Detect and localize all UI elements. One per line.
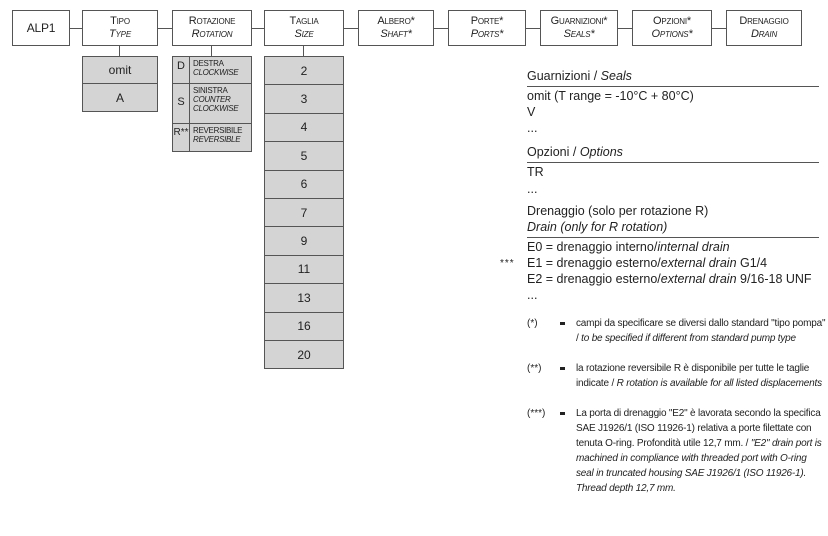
- tipo-option-label: omit: [108, 63, 132, 77]
- tipo-label-it: Tipo: [110, 15, 130, 27]
- rotation-code: D: [173, 57, 190, 83]
- drain-title-en: Drain (only for R rotation): [527, 220, 668, 234]
- tipo-option: [82, 84, 158, 112]
- rotation-desc-en: CLOCKWISE: [193, 68, 239, 77]
- ports-label-it: Porte*: [470, 15, 504, 27]
- size-label-en: Size: [294, 28, 314, 40]
- size-option: [264, 283, 344, 312]
- ports-header: [448, 10, 526, 46]
- seals-label-it: Guarnizioni*: [550, 15, 608, 27]
- connector: [344, 28, 358, 29]
- ports-label-en: Ports*: [470, 28, 504, 40]
- size-option-label: 2: [300, 63, 308, 78]
- rotation-desc-it: DESTRA: [193, 59, 224, 68]
- bullet-icon: [560, 322, 565, 325]
- connector: [119, 46, 120, 56]
- drain-item-code: E1 = drenaggio esterno/: [527, 256, 661, 270]
- size-option-label: 13: [297, 290, 311, 305]
- footnote-text: [576, 361, 826, 391]
- footnote-mark: (***): [527, 408, 546, 419]
- drain-header: [726, 10, 802, 46]
- drain-item-tail: 9/16-18 UNF: [736, 272, 812, 286]
- size-header: [264, 10, 344, 46]
- drain-item-code: E0 = drenaggio interno/: [527, 240, 658, 254]
- drain-item-mark: ***: [500, 258, 515, 269]
- size-option-label: 7: [300, 205, 308, 220]
- size-option-label: 4: [300, 120, 308, 135]
- size-option: [264, 84, 344, 113]
- seals-title-it: Guarnizioni /: [527, 69, 601, 83]
- options-label-it: Opzioni*: [653, 15, 691, 27]
- divider: [527, 237, 819, 238]
- footnote-it: la rotazione reversibile R è disponibile per tutte le taglie indicate /: [576, 363, 810, 389]
- divider: [527, 162, 819, 163]
- size-option: [264, 198, 344, 227]
- size-option-label: 11: [297, 262, 311, 277]
- footnote-en: to be specified if different from standard pump type: [581, 333, 796, 344]
- footnote-text: [576, 406, 826, 496]
- rotation-header: [172, 10, 252, 46]
- rotation-desc-it: SINISTRA: [193, 86, 228, 95]
- footnote-text: [576, 316, 826, 346]
- size-option: [264, 141, 344, 170]
- drain-label-en: Drain: [750, 28, 778, 40]
- drain-title-it: Drenaggio (solo per rotazione R): [527, 204, 709, 218]
- options-title-en: Options: [579, 145, 623, 159]
- options-title: [527, 145, 623, 160]
- divider: [527, 86, 819, 87]
- drain-item: [527, 240, 730, 255]
- rotation-desc: [193, 86, 251, 113]
- options-item: TR: [527, 165, 544, 179]
- tipo-option-label: A: [115, 90, 124, 105]
- rotation-code: R**: [173, 124, 190, 151]
- shaft-header: [358, 10, 434, 46]
- connector: [70, 28, 82, 29]
- rotation-desc: [193, 126, 242, 144]
- size-option: [264, 113, 344, 142]
- connector: [252, 28, 264, 29]
- drain-item-tail: G1/4: [736, 256, 768, 270]
- seals-item: omit (T range = -10°C + 80°C): [527, 89, 694, 103]
- size-option: [264, 170, 344, 199]
- size-option-label: 9: [300, 234, 308, 249]
- footnote-en: R rotation is available for all listed displacements: [616, 378, 822, 389]
- bullet-icon: [560, 412, 565, 415]
- rotation-label-it: Rotazione: [188, 15, 236, 27]
- drain-label-it: Drenaggio: [739, 15, 789, 27]
- connector: [158, 28, 172, 29]
- options-item: ...: [527, 182, 538, 196]
- seals-label-en: Seals*: [563, 28, 595, 40]
- options-header: [632, 10, 712, 46]
- seals-item: V: [527, 105, 536, 119]
- shaft-label-en: Shaft*: [380, 28, 412, 40]
- size-label-it: Taglia: [289, 15, 319, 27]
- footnote-mark: (*): [527, 318, 538, 329]
- rotation-option: [172, 84, 252, 124]
- size-option-label: 3: [300, 92, 308, 107]
- size-option: [264, 312, 344, 341]
- rotation-desc-en: REVERSIBLE: [193, 135, 241, 144]
- size-option: [264, 226, 344, 255]
- size-option: [264, 340, 344, 369]
- seals-title-en: Seals: [600, 69, 632, 83]
- size-option: [264, 255, 344, 284]
- connector: [526, 28, 540, 29]
- seals-item: ...: [527, 121, 538, 135]
- size-option-label: 6: [300, 177, 308, 192]
- footnote-it: campi da specificare se diversi dallo standard "tipo pompa" /: [576, 318, 826, 344]
- drain-item-en: internal drain: [657, 240, 730, 254]
- rotation-code: S: [173, 84, 190, 123]
- rotation-desc-it: REVERSIBILE: [193, 126, 243, 135]
- rotation-desc-en: COUNTER CLOCKWISE: [193, 95, 239, 113]
- size-option-label: 20: [297, 347, 311, 362]
- options-label-en: Options*: [651, 28, 693, 40]
- options-title-it: Opzioni /: [527, 145, 580, 159]
- shaft-label-it: Albero*: [377, 15, 415, 27]
- connector: [618, 28, 632, 29]
- connector: [303, 46, 304, 56]
- rotation-option: [172, 124, 252, 152]
- drain-ellipsis: ...: [527, 288, 538, 302]
- footnote-it: La porta di drenaggio "E2" è lavorata secondo la specifica SAE J1926/1 (ISO 11926-1) relativa a porte filettate con tenuta O-ring. Profondità utile 12,7 mm. /: [576, 408, 821, 449]
- rotation-desc: [193, 59, 238, 77]
- footnote-en: "E2" drain port is machined in compliance with threaded port with O-ring seal in truncated housing SAE J1926/1 (ISO 11926-1). Thread depth 12,7 mm.: [576, 438, 822, 494]
- size-option-label: 5: [300, 148, 308, 163]
- footnote-mark: (**): [527, 363, 542, 374]
- drain-item-en: external drain: [660, 256, 737, 270]
- seals-title: [527, 69, 632, 84]
- connector: [434, 28, 448, 29]
- connector: [211, 46, 212, 56]
- size-option: [264, 56, 344, 85]
- drain-item: [527, 272, 812, 287]
- tipo-option: [82, 56, 158, 84]
- drain-item: [527, 256, 767, 271]
- drain-item-code: E2 = drenaggio esterno/: [527, 272, 661, 286]
- size-option-label: 16: [297, 319, 311, 334]
- seals-header: [540, 10, 618, 46]
- rotation-label-en: Rotation: [191, 28, 233, 40]
- drain-item-en: external drain: [660, 272, 737, 286]
- model-code: ALP1: [26, 20, 56, 35]
- tipo-label-en: Type: [109, 28, 131, 40]
- rotation-option: [172, 56, 252, 84]
- connector: [712, 28, 726, 29]
- model-code-box: [12, 10, 70, 46]
- bullet-icon: [560, 367, 565, 370]
- tipo-header: [82, 10, 158, 46]
